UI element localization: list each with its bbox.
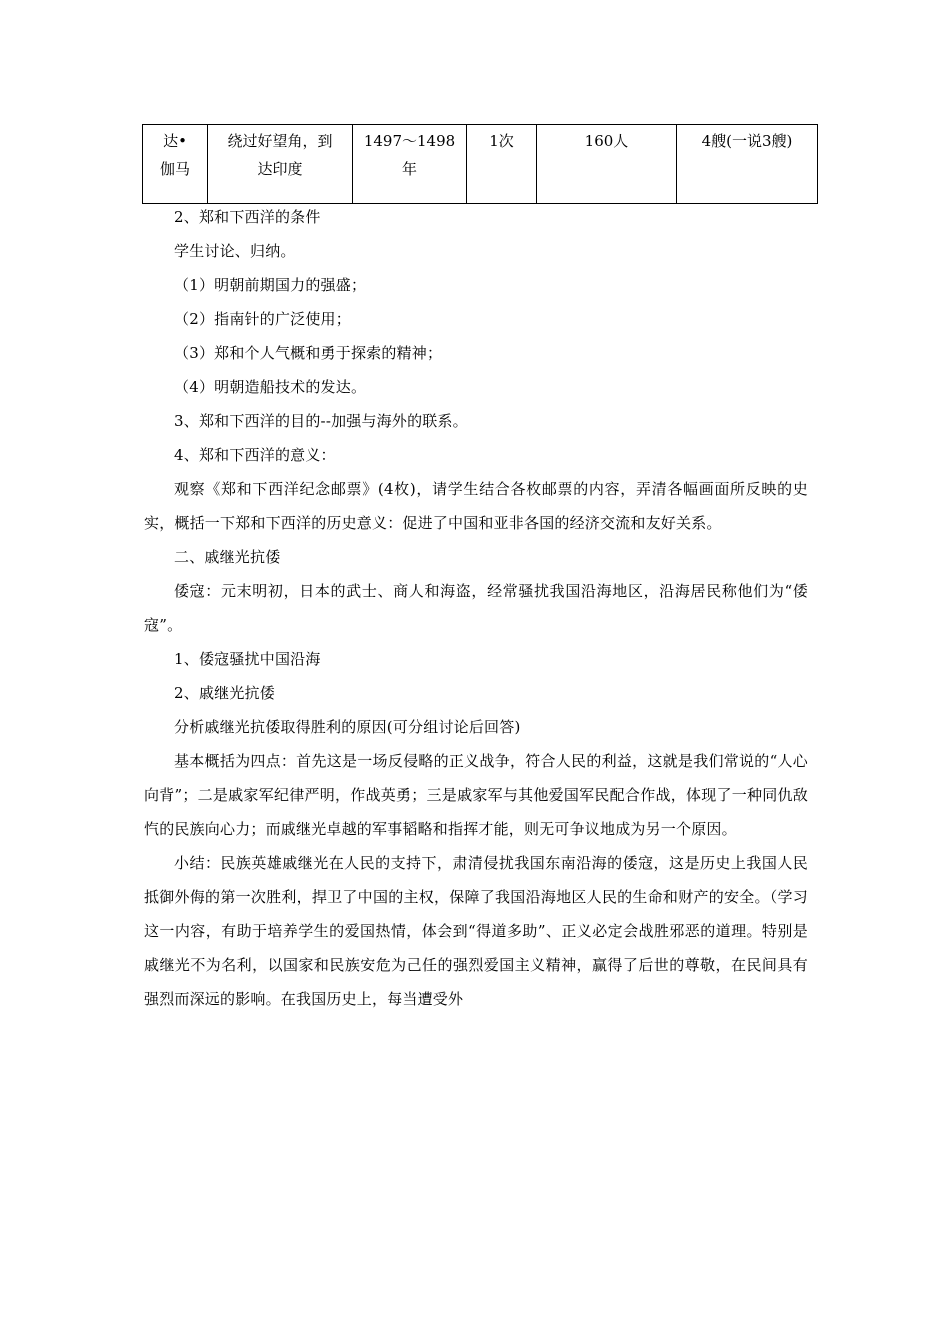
section-heading: 二、戚继光抗倭 <box>174 548 281 566</box>
table-cell-route <box>208 125 353 204</box>
cell-line: 绕过好望角，到 <box>227 132 333 150</box>
body-text <box>144 200 808 1016</box>
table-cell-times: 1次 <box>467 125 537 204</box>
table-cell-ships: 4艘(一说3艘) <box>677 125 818 204</box>
cell-line: 1497～1498 <box>363 132 456 150</box>
list-item: （3）郑和个人气概和勇于探索的精神； <box>174 344 443 362</box>
table-row <box>143 125 818 204</box>
section-heading: 2、戚继光抗倭 <box>174 684 275 702</box>
voyage-table <box>142 124 818 204</box>
table-cell-crew: 160人 <box>537 125 677 204</box>
cell-line: 伽马 <box>159 160 190 178</box>
list-item: （1）明朝前期国力的强盛； <box>174 276 367 294</box>
paragraph: 小结：民族英雄戚继光在人民的支持下，肃清侵扰我国东南沿海的倭寇，这是历史上我国人民抵御外侮的第一次胜利，捍卫了中国的主权，保障了我国沿海地区人民的生命和财产的安全。（学习这一内容，有助于培养学生的爱国热情，体会到“得道多助”、正义必定会战胜邪恶的道理。特别是戚继光不为名利，以国家和民族安危为己任的强烈爱国主义精神，赢得了后世的尊敬，在民间具有强烈而深远的影响。在我国历史上，每当遭受外 <box>144 854 808 1008</box>
cell-line: 达• <box>163 132 187 150</box>
list-item: （2）指南针的广泛使用； <box>174 310 351 328</box>
table-cell-years <box>353 125 467 204</box>
table-cell-navigator <box>143 125 208 204</box>
cell-line: 年 <box>401 160 417 178</box>
section-heading: 1、倭寇骚扰中国沿海 <box>174 650 321 668</box>
paragraph: 基本概括为四点：首先这是一场反侵略的正义战争，符合人民的利益，这就是我们常说的“人心向背”；二是戚家军纪律严明，作战英勇；三是戚家军与其他爱国军民配合作战，体现了一种同仇敌忾的民族向心力；而戚继光卓越的军事韬略和指挥才能，则无可争议地成为另一个原因。 <box>144 752 808 838</box>
paragraph: 学生讨论、归纳。 <box>174 242 296 260</box>
list-item: （4）明朝造船技术的发达。 <box>174 378 367 396</box>
paragraph: 分析戚继光抗倭取得胜利的原因(可分组讨论后回答) <box>174 718 521 736</box>
section-heading: 2、郑和下西洋的条件 <box>174 208 321 226</box>
paragraph: 观察《郑和下西洋纪念邮票》(4枚)，请学生结合各枚邮票的内容，弄清各幅画面所反映的史实，概括一下郑和下西洋的历史意义：促进了中国和亚非各国的经济交流和友好关系。 <box>144 480 808 532</box>
section-heading: 4、郑和下西洋的意义： <box>174 446 336 464</box>
section-heading: 3、郑和下西洋的目的--加强与海外的联系。 <box>174 412 468 430</box>
cell-line: 达印度 <box>257 160 303 178</box>
paragraph: 倭寇：元末明初，日本的武士、商人和海盗，经常骚扰我国沿海地区，沿海居民称他们为“倭寇”。 <box>144 582 808 634</box>
